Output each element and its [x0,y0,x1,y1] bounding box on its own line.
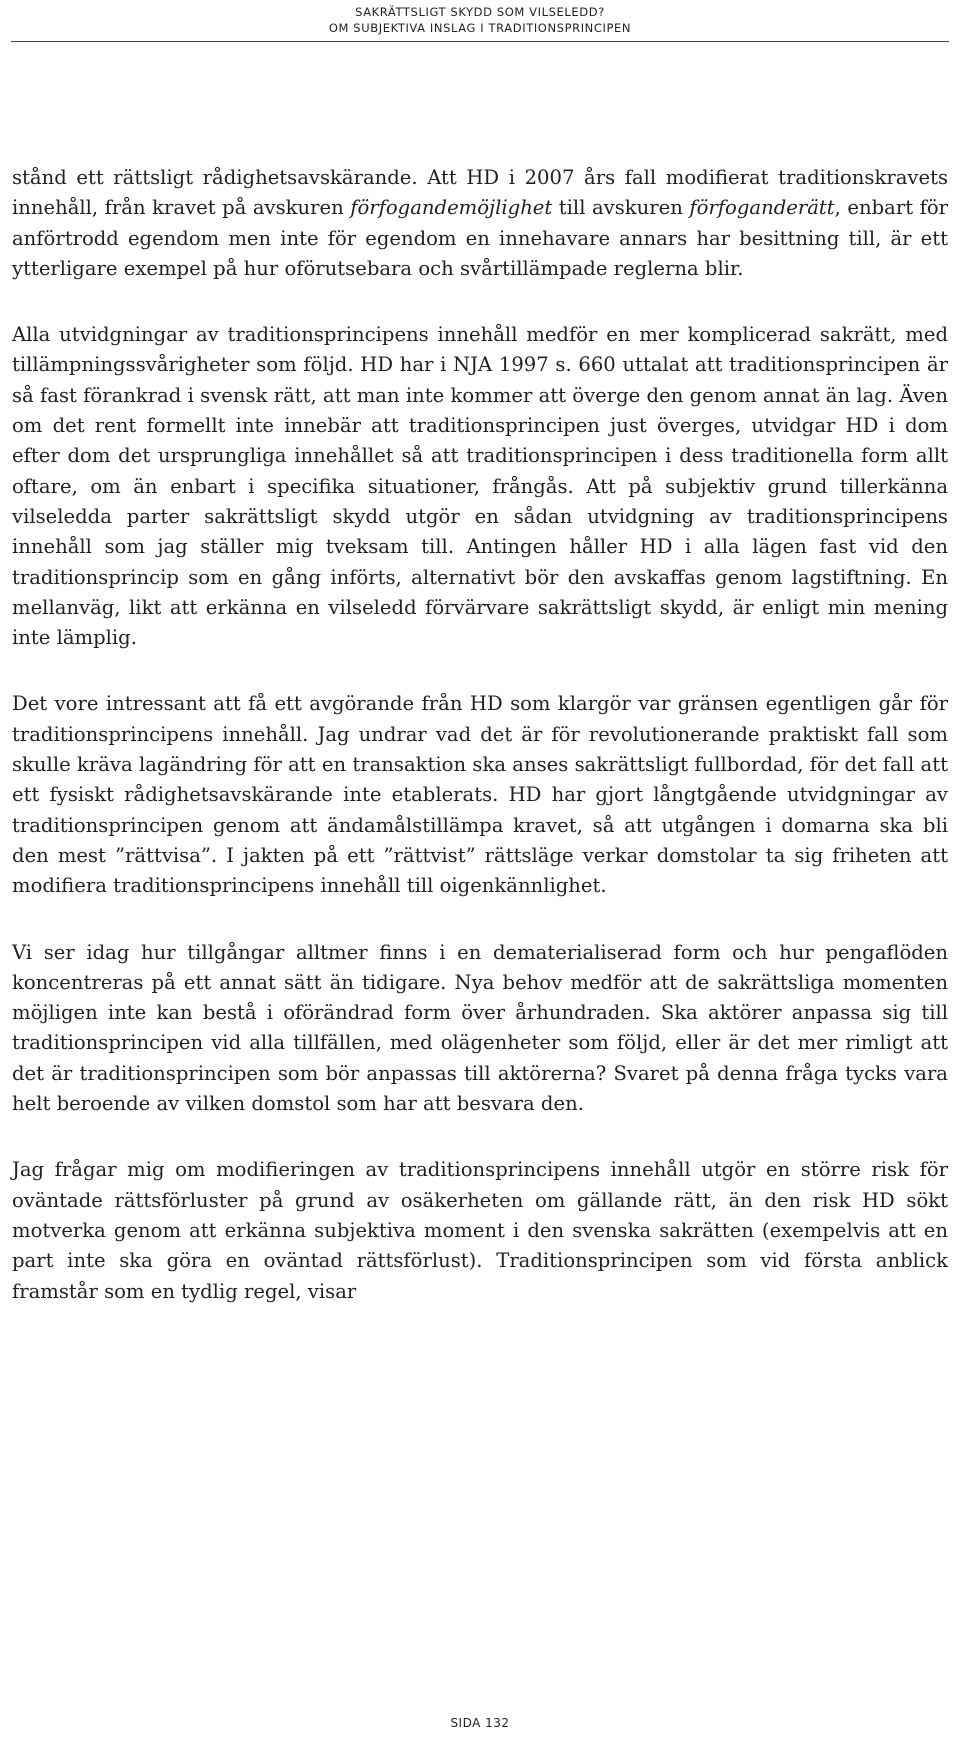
paragraph-1-text-a: stånd ett rättsligt rådighetsavskärande. Att HD i 2007 års fall modifierat traditionskravets innehåll, från kravet på avskuren [12,166,948,220]
paragraph-3: Det vore intressant att få ett avgörande från HD som klargör var gränsen egentligen går för traditionsprincipens innehåll. Jag undrar vad det är för revolutionerande praktiskt fall som skulle kräva lagändring för att en transaktion ska anses sakrättsligt fullbordad, för det fall att ett fysiskt rådighetsavskärande inte etablerats. HD har gjort långtgående utvidgningar av traditionsprincipen genom att ändamålstillämpa kravet, så att utgången i domarna ska bli den mest ”rättvisa”. I jakten på ett ”rättvist” rättsläge verkar domstolar ta sig friheten att modifiera traditionsprincipens innehåll till oigenkännlighet. [12,692,948,898]
paragraph-2: Alla utvidgningar av traditionsprincipens innehåll medför en mer komplicerad sakrätt, med tillämpningssvårigheter som följd. HD har i NJA 1997 s. 660 uttalat att traditionsprincipen är så fast förankrad i svensk rätt, att man inte kommer att överge den genom annat än lag. Även om det rent formellt inte innebär att traditionsprincipen just överges, utvidgar HD i dom efter dom det ursprungliga innehållet så att traditionsprincipen i dess traditionella form allt oftare, om än enbart i specifika situationer, frångås. Att på subjektiv grund tillerkänna vilseledda parter sakrättsligt skydd utgör en sådan utvidgning av traditionsprincipens innehåll som jag ställer mig tveksam till. Antingen håller HD i alla lägen fast vid den traditionsprincip som en gång införts, alternativt bör den avskaffas genom lagstiftning. En mellanväg, likt att erkänna en vilseledd förvärvare sakrättsligt skydd, är enligt min mening inte lämplig. [12,323,948,650]
paragraph-1-emphasis-1: förfogandemöjlighet [350,196,553,220]
running-header [0,4,960,36]
page-number: SIDA 132 [450,1716,510,1730]
paragraph-1-text-c: till avskuren [552,196,690,220]
header-title: SAKRÄTTSLIGT SKYDD SOM VILSELEDD? [355,5,605,19]
paragraph-1 [12,163,948,284]
paragraph-1-emphasis-2: förfoganderätt [689,196,835,220]
paragraph-1-text-e: , enbart för anförtrodd egendom men inte för egendom en innehavare annars har besittning till, är ett ytterligare exempel på hur oförutsebara och svårtillämpade reglerna blir. [12,196,948,280]
page-footer [0,1714,960,1732]
article-body [12,163,948,1343]
paragraph-4: Vi ser idag hur tillgångar alltmer finns i en dematerialiserad form och hur pengaflöden koncentreras på ett annat sätt än tidigare. Nya behov medför att de sakrättsliga momenten möjligen inte kan bestå i oförändrad form över århundraden. Ska aktörer anpassa sig till traditionsprincipen vid alla tillfällen, med olägenheter som följd, eller är det mer rimligt att det är traditionsprincipen som bör anpassas till aktörerna? Svaret på denna fråga tycks vara helt beroende av vilken domstol som har att besvara den. [12,940,948,1116]
header-subtitle: OM SUBJEKTIVA INSLAG I TRADITIONSPRINCIPEN [328,21,632,35]
header-divider [11,41,949,42]
paragraph-5: Jag frågar mig om modifieringen av traditionsprincipens innehåll utgör en större risk för oväntade rättsförluster på grund av osäkerheten om gällande rätt, än den risk HD sökt motverka genom att erkänna subjektiva moment i den svenska sakrätten (exempelvis att en part inte ska göra en oväntad rättsförlust). Traditionsprincipen som vid första anblick framstår som en tydlig regel, visar [12,1158,948,1303]
